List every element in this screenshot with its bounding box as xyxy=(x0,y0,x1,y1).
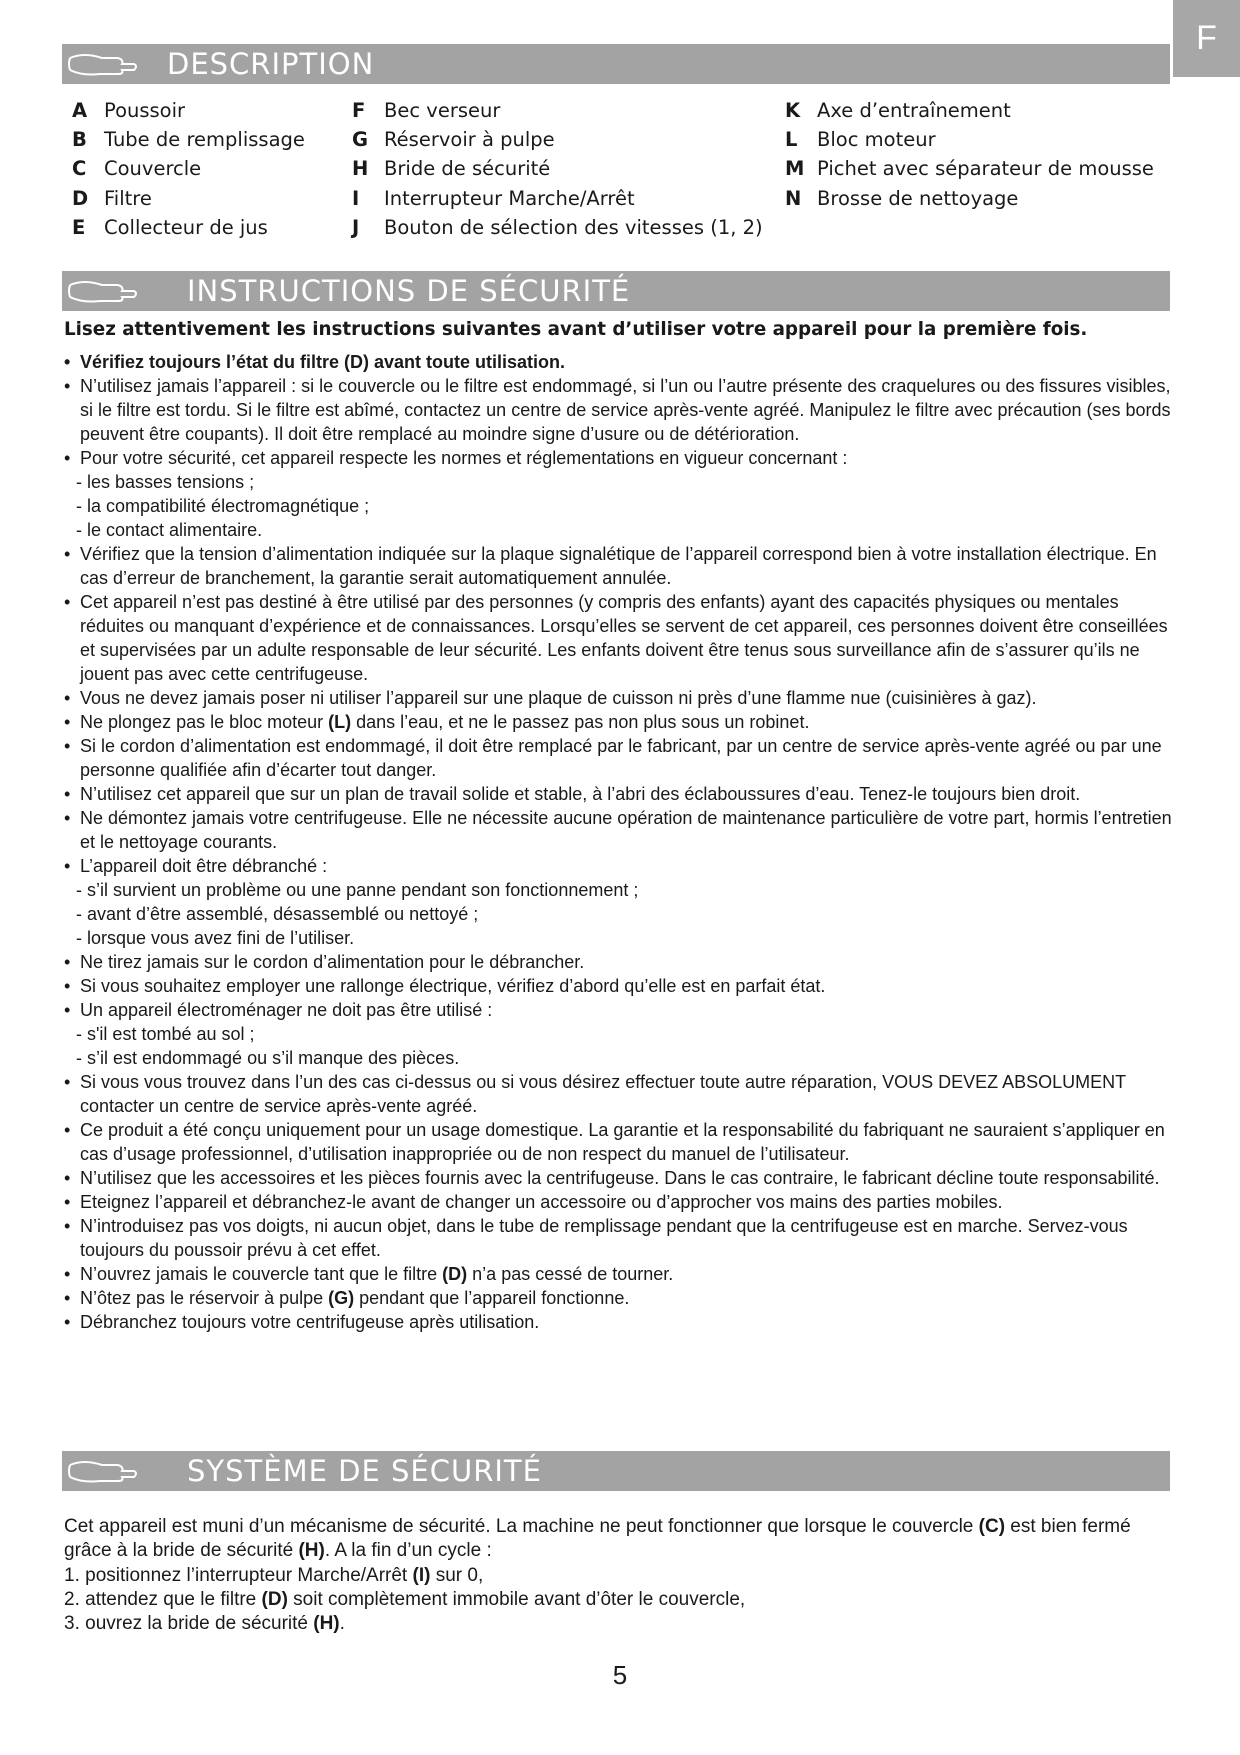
text: Cet appareil est muni d’un mécanisme de sécurité. La machine ne peut fonctionner que lorsque le couvercle xyxy=(64,1516,979,1537)
section-title: DESCRIPTION xyxy=(167,47,375,81)
item-text: Ne démontez jamais votre centrifugeuse. Elle ne nécessite aucune opération de maintenance particulière de votre part, hormis l’entretien et le nettoyage courants. xyxy=(80,808,1172,852)
list-item xyxy=(64,1118,1184,1166)
system-body xyxy=(64,1515,1174,1636)
part-label: Bec verseur xyxy=(384,99,501,122)
sub-item: - les basses tensions ; xyxy=(76,472,255,492)
list-item xyxy=(64,686,1184,710)
part-letter: C xyxy=(72,157,87,181)
part-label: Filtre xyxy=(104,186,152,210)
text: 3. ouvrez la bride de sécurité xyxy=(64,1613,314,1635)
part-letter: L xyxy=(785,128,798,152)
part-letter: E xyxy=(72,215,86,239)
part-letter: H xyxy=(352,157,369,181)
item-text: L’appareil doit être débranché : xyxy=(80,856,328,876)
list-item xyxy=(64,350,1184,374)
list-item xyxy=(64,446,1184,542)
part-item xyxy=(72,213,305,242)
text: sur 0, xyxy=(430,1564,484,1586)
item-text: N’utilisez cet appareil que sur un plan de travail solide et stable, à l’abri des éclaboussures d’eau. Tenez-le toujours bien droit. xyxy=(80,784,1081,804)
sub-item: - le contact alimentaire. xyxy=(76,520,263,540)
parts-column-3 xyxy=(785,96,1154,213)
item-text: Débranchez toujours votre centrifugeuse après utilisation. xyxy=(80,1312,540,1332)
part-item xyxy=(352,96,763,125)
list-item xyxy=(64,950,1184,974)
part-letter: K xyxy=(785,99,801,122)
item-text: Ce produit a été conçu uniquement pour un usage domestique. La garantie et la responsabilité du fabriquant ne sauraient s’appliquer en cas d’usage professionnel, d’utilisation inappropriée ou de non respect du manuel de l’utilisateur. xyxy=(80,1120,1165,1164)
item-text: N’ôtez pas le réservoir à pulpe xyxy=(80,1288,329,1308)
sub-item: - lorsque vous avez fini de l’utiliser. xyxy=(76,928,355,948)
safety-lead: Lisez attentivement les instructions suivantes avant d’utiliser votre appareil pour la première fois. xyxy=(64,319,1088,340)
hand-arrow-icon xyxy=(64,44,144,84)
item-text: Vous ne devez jamais poser ni utiliser l’appareil sur une plaque de cuisson ni près d’une flamme nue (cuisinières à gaz). xyxy=(80,688,1037,708)
part-item xyxy=(352,125,763,154)
part-label: Pichet avec séparateur de mousse xyxy=(817,157,1154,181)
part-label: Réservoir à pulpe xyxy=(384,128,555,152)
part-label: Bloc moteur xyxy=(817,128,936,152)
section-title: SYSTÈME DE SÉCURITÉ xyxy=(187,1454,542,1488)
part-letter: N xyxy=(785,186,802,210)
part-item xyxy=(352,154,763,183)
list-item xyxy=(64,998,1184,1070)
item-text: Un appareil électroménager ne doit pas être utilisé : xyxy=(80,1000,493,1020)
part-letter: I xyxy=(352,186,360,210)
part-item xyxy=(72,154,305,183)
list-item xyxy=(64,590,1184,686)
part-item xyxy=(785,154,1154,183)
part-item xyxy=(72,184,305,213)
item-text: Ne plongez pas le bloc moteur xyxy=(80,712,329,732)
item-text: N’utilisez que les accessoires et les pièces fournis avec la centrifugeuse. Dans le cas contraire, le fabricant décline toute responsabilité. xyxy=(80,1168,1160,1188)
sub-item: - avant d’être assemblé, désassemblé ou nettoyé ; xyxy=(76,904,479,924)
sub-item: - s’il est endommagé ou s’il manque des pièces. xyxy=(76,1048,460,1068)
item-text: N’utilisez jamais l’appareil : si le couvercle ou le filtre est endommagé, si l’un ou l’autre présente des craquelures ou des fissures visibles, si le filtre est tordu. Si le filtre est abîmé, contactez un centre de service après-vente agréé. Manipulez le filtre avec précaution (ses bords peuvent être coupants). Il doit être remplacé au moindre signe d’usure ou de détérioration. xyxy=(80,376,1171,444)
item-text: Pour votre sécurité, cet appareil respecte les normes et réglementations en vigueur concernant : xyxy=(80,448,848,468)
part-label: Tube de remplissage xyxy=(104,128,305,152)
step-1 xyxy=(64,1564,1174,1588)
part-reference: (D) xyxy=(442,1264,468,1284)
part-item xyxy=(785,125,1154,154)
part-item xyxy=(352,184,763,213)
part-label: Collecteur de jus xyxy=(104,215,268,239)
list-item xyxy=(64,1286,1184,1310)
item-text: Cet appareil n’est pas destiné à être utilisé par des personnes (y compris des enfants) ayant des capacités physiques ou mentales réduites ou manquant d’expérience et de connaissances. Lorsqu’elles se servent de cet appareil, ces personnes doivent être conseillées et supervisées par un adulte responsable de leur sécurité. Les enfants doivent être tenus sous surveillance afin de s’assurer qu’ils ne jouent pas avec cette centrifugeuse. xyxy=(80,592,1168,684)
hand-arrow-icon xyxy=(64,1451,144,1491)
item-text: Ne tirez jamais sur le cordon d’alimentation pour le débrancher. xyxy=(80,952,585,972)
list-item xyxy=(64,542,1184,590)
item-text: pendant que l’appareil fonctionne. xyxy=(354,1288,630,1308)
parts-column-2 xyxy=(352,96,763,242)
item-text: Vérifiez toujours l’état du filtre (D) avant toute utilisation. xyxy=(80,352,566,372)
text: est bien fermé grâce à la bride de sécurité xyxy=(64,1516,1131,1562)
parts-column-1 xyxy=(72,96,305,242)
item-text: N’ouvrez jamais le couvercle tant que le filtre xyxy=(80,1264,443,1284)
part-letter: B xyxy=(72,128,87,152)
page-number: 5 xyxy=(612,1660,628,1690)
language-tab: F xyxy=(1173,0,1240,77)
part-reference: (G) xyxy=(328,1288,355,1308)
text: . xyxy=(339,1613,345,1635)
step-3 xyxy=(64,1612,1174,1636)
part-item xyxy=(72,125,305,154)
list-item xyxy=(64,1310,1184,1334)
part-label: Interrupteur Marche/Arrêt xyxy=(384,186,635,210)
list-item xyxy=(64,1262,1184,1286)
system-paragraph xyxy=(64,1515,1174,1564)
section-header-description xyxy=(62,44,1170,84)
section-header-system xyxy=(62,1451,1170,1491)
list-item xyxy=(64,854,1184,950)
part-item xyxy=(352,213,763,242)
part-item xyxy=(785,96,1154,125)
text: 1. positionnez l’interrupteur Marche/Arrêt xyxy=(64,1564,413,1586)
part-item xyxy=(72,96,305,125)
text: soit complètement immobile avant d’ôter le couvercle, xyxy=(287,1588,746,1610)
part-reference: (I) xyxy=(412,1564,431,1586)
list-item xyxy=(64,1166,1184,1190)
list-item xyxy=(64,1214,1184,1262)
part-reference: (C) xyxy=(978,1516,1006,1537)
part-label: Axe d’entraînement xyxy=(817,99,1011,122)
list-item xyxy=(64,974,1184,998)
list-item xyxy=(64,806,1184,854)
text: . A la fin d’un cycle : xyxy=(324,1540,492,1562)
sub-item: - la compatibilité électromagnétique ; xyxy=(76,496,370,516)
item-text: Si vous souhaitez employer une rallonge électrique, vérifiez d’abord qu’elle est en parfait état. xyxy=(80,976,826,996)
item-text: Si le cordon d’alimentation est endommagé, il doit être remplacé par le fabricant, par un centre de service après-vente agréé ou par une personne qualifiée afin d’écarter tout danger. xyxy=(80,736,1162,780)
part-letter: D xyxy=(72,186,89,210)
part-reference: (H) xyxy=(313,1613,340,1635)
text: 2. attendez que le filtre xyxy=(64,1588,262,1610)
item-text: Eteignez l’appareil et débranchez-le avant de changer un accessoire ou d’approcher vos mains des parties mobiles. xyxy=(80,1192,1003,1212)
hand-arrow-icon xyxy=(64,271,144,311)
part-label: Poussoir xyxy=(104,99,186,122)
list-item xyxy=(64,782,1184,806)
section-title: INSTRUCTIONS DE SÉCURITÉ xyxy=(187,274,631,308)
part-label: Bouton de sélection des vitesses (1, 2) xyxy=(384,215,763,239)
list-item xyxy=(64,710,1184,734)
part-letter: A xyxy=(72,99,88,122)
item-text: dans l’eau, et ne le passez pas non plus sous un robinet. xyxy=(351,712,810,732)
step-2 xyxy=(64,1588,1174,1612)
part-letter: G xyxy=(352,128,369,152)
list-item xyxy=(64,734,1184,782)
sub-item: - s'il est tombé au sol ; xyxy=(76,1024,255,1044)
part-letter: J xyxy=(352,215,360,239)
safety-list xyxy=(64,350,1184,1334)
part-label: Bride de sécurité xyxy=(384,157,551,181)
part-letter: F xyxy=(352,99,366,122)
part-label: Brosse de nettoyage xyxy=(817,186,1019,210)
item-text: N’introduisez pas vos doigts, ni aucun objet, dans le tube de remplissage pendant que la centrifugeuse est en marche. Servez-vous toujours du poussoir prévu à cet effet. xyxy=(80,1216,1128,1260)
list-item xyxy=(64,374,1184,446)
part-letter: M xyxy=(785,157,805,181)
part-item xyxy=(785,184,1154,213)
list-item xyxy=(64,1190,1184,1214)
part-label: Couvercle xyxy=(104,157,202,181)
list-item xyxy=(64,1070,1184,1118)
sub-item: - s’il survient un problème ou une panne pendant son fonctionnement ; xyxy=(76,880,639,900)
part-reference: (D) xyxy=(261,1588,288,1610)
part-reference: (H) xyxy=(298,1540,325,1562)
item-text: Si vous vous trouvez dans l’un des cas ci-dessus ou si vous désirez effectuer toute autre réparation, VOUS DEVEZ ABSOLUMENT contacter un centre de service après-vente agréé. xyxy=(80,1072,1126,1116)
item-text: Vérifiez que la tension d’alimentation indiquée sur la plaque signalétique de l’appareil correspond bien à votre installation électrique. En cas d’erreur de branchement, la garantie serait automatiquement annulée. xyxy=(80,544,1157,588)
part-reference: (L) xyxy=(328,712,352,732)
section-header-safety xyxy=(62,271,1170,311)
item-text: n’a pas cessé de tourner. xyxy=(467,1264,674,1284)
